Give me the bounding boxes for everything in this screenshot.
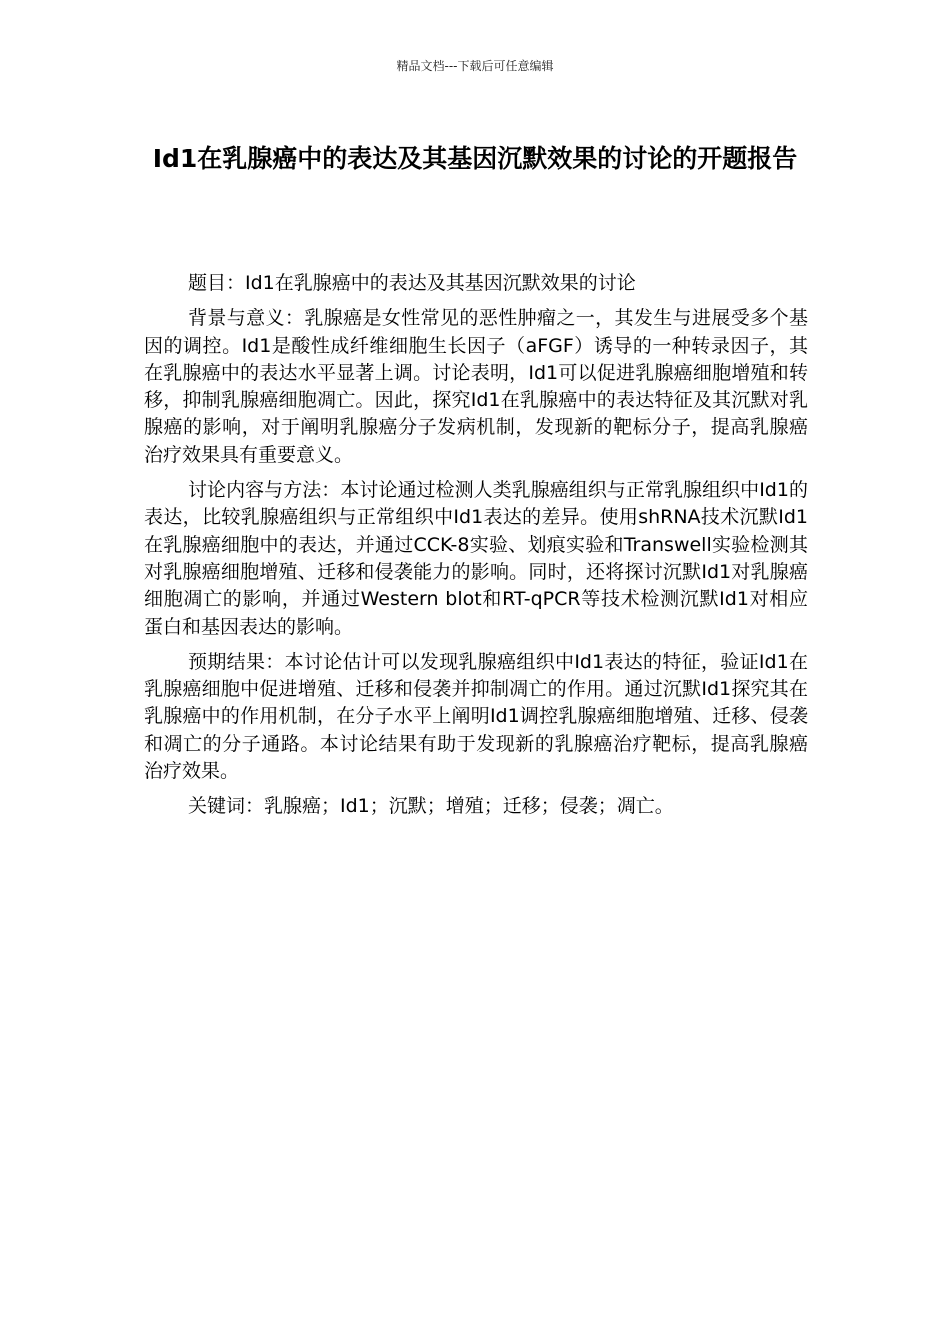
paragraph-keywords bbox=[144, 793, 808, 820]
paragraph-text: 乳腺癌是女性常见的恶性肿瘤之一，其发生与进展受多个基因的调控。Id1是酸性成纤维细胞生长因子（aFGF）诱导的一种转录因子，其在乳腺癌中的表达水平显著上调。讨论表明，Id1可以促进乳腺癌细胞增殖和转移，抑制乳腺癌细胞凋亡。因此，探究Id1在乳腺癌中的表达特征及其沉默对乳腺癌的影响，对于阐明乳腺癌分子发病机制，发现新的靶标分子，提高乳腺癌治疗效果具有重要意义。 bbox=[144, 307, 808, 466]
paragraph-text: 本讨论估计可以发现乳腺癌组织中Id1表达的特征，验证Id1在乳腺癌细胞中促进增殖、迁移和侵袭并抑制凋亡的作用。通过沉默Id1探究其在乳腺癌中的作用机制，在分子水平上阐明Id1调控乳腺癌细胞增殖、迁移、侵袭和凋亡的分子通路。本讨论结果有助于发现新的乳腺癌治疗靶标，提高乳腺癌治疗效果。 bbox=[144, 650, 808, 783]
document-body bbox=[144, 270, 808, 829]
paragraph-expected-results bbox=[144, 649, 808, 785]
paragraph-text: 乳腺癌；Id1；沉默；增殖；迁移；侵袭；凋亡。 bbox=[264, 795, 674, 818]
paragraph-text: 本讨论通过检测人类乳腺癌组织与正常乳腺组织中Id1的表达，比较乳腺癌组织与正常组织中Id1表达的差异。使用shRNA技术沉默Id1在乳腺癌细胞中的表达，并通过CCK-8实验、划痕实验和Transwell实验检测其对乳腺癌细胞增殖、迁移和侵袭能力的影响。同时，还将探讨沉默Id1对乳腺癌细胞凋亡的影响，并通过Western blot和RT-qPCR等技术检测沉默Id1对相应蛋白和基因表达的影响。 bbox=[144, 479, 808, 638]
paragraph-background bbox=[144, 305, 808, 469]
paragraph-label: 题目： bbox=[188, 272, 246, 294]
page-header: 精品文档---下载后可任意编辑 bbox=[396, 59, 554, 73]
paragraph-label: 关键词： bbox=[188, 795, 265, 818]
paragraph-topic bbox=[144, 270, 808, 297]
paragraph-text: Id1在乳腺癌中的表达及其基因沉默效果的讨论 bbox=[245, 272, 636, 294]
paragraph-methods bbox=[144, 477, 808, 641]
paragraph-label: 预期结果： bbox=[188, 650, 285, 673]
paragraph-label: 背景与意义： bbox=[188, 307, 305, 330]
document-title: Id1在乳腺癌中的表达及其基因沉默效果的讨论的开题报告 bbox=[152, 144, 798, 173]
paragraph-label: 讨论内容与方法： bbox=[188, 479, 341, 502]
